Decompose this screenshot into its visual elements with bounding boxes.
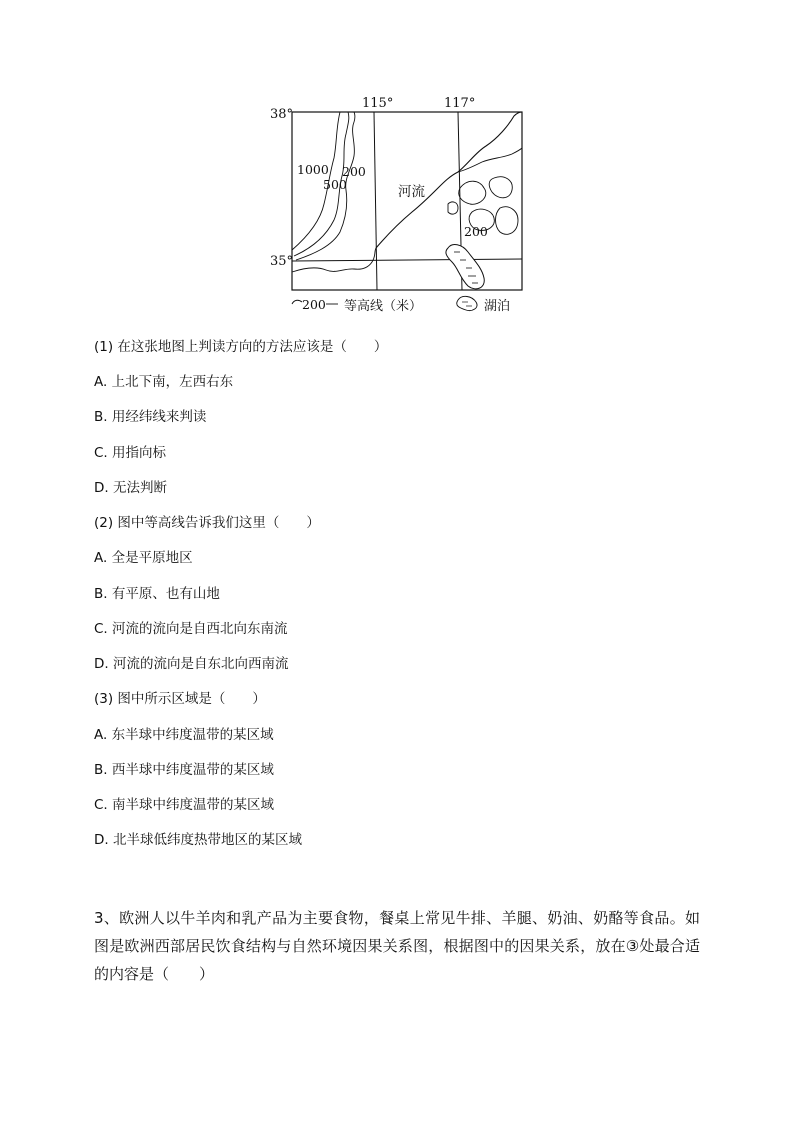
q3-option-d[interactable]: D. 北半球低纬度热带地区的某区域 xyxy=(94,832,302,848)
lon-label-115: 115° xyxy=(362,96,394,111)
parallel-35 xyxy=(292,259,522,261)
river-branch xyxy=(458,148,522,172)
q3-option-b[interactable]: B. 西半球中纬度温带的某区域 xyxy=(94,762,274,778)
hill-contour-1 xyxy=(459,181,486,204)
question-3-text: 3、欧洲人以牛羊肉和乳产品为主要食物，餐桌上常见牛排、羊腿、奶油、奶酪等食品。如图是欧洲西部居民饮食结构与自然环境因果关系图，根据图中的因果关系，放在③处最合适的内容是（ ） xyxy=(94,909,700,983)
q2-option-c[interactable]: C. 河流的流向是自西北向东南流 xyxy=(94,621,288,637)
q1-option-b[interactable]: B. 用经纬线来判读 xyxy=(94,409,207,425)
contour-label-1000: 1000 xyxy=(297,162,329,177)
contour-label-200-west: 200 xyxy=(342,164,366,179)
river-label: 河流 xyxy=(398,184,425,200)
q2-option-a[interactable]: A. 全是平原地区 xyxy=(94,550,193,566)
lat-label-38: 38° xyxy=(270,107,294,122)
legend-lake-icon xyxy=(457,296,477,310)
lat-label-35: 35° xyxy=(270,254,294,269)
q3-option-c[interactable]: C. 南半球中纬度温带的某区域 xyxy=(94,797,275,813)
lake-shape xyxy=(446,245,484,289)
q1-option-a[interactable]: A. 上北下南，左西右东 xyxy=(94,374,234,390)
map-frame xyxy=(292,112,522,290)
q1-stem: (1) 在这张地图上判读方向的方法应该是（ ） xyxy=(94,339,388,355)
contour-label-200-east: 200 xyxy=(464,224,488,239)
q2-option-b[interactable]: B. 有平原、也有山地 xyxy=(94,586,220,602)
legend-contour-label: 等高线（米） xyxy=(344,299,423,314)
hill-contour-2 xyxy=(489,177,512,198)
river-line xyxy=(376,112,522,248)
legend-contour-symbol xyxy=(292,300,302,304)
lon-label-117: 117° xyxy=(444,96,476,111)
q1-option-d[interactable]: D. 无法判断 xyxy=(94,480,167,496)
hill-contour-5 xyxy=(448,202,458,214)
q3-stem: (3) 图中所示区域是（ ） xyxy=(94,691,266,707)
meridian-115 xyxy=(374,112,377,290)
q1-option-c[interactable]: C. 用指向标 xyxy=(94,445,167,461)
contour-label-500: 500 xyxy=(323,177,347,192)
legend-lake-label: 湖泊 xyxy=(484,299,511,314)
legend-contour-value: 200 xyxy=(302,297,326,312)
q2-stem: (2) 图中等高线告诉我们这里（ ） xyxy=(94,515,320,531)
q2-option-d[interactable]: D. 河流的流向是自东北向西南流 xyxy=(94,656,289,672)
hill-contour-4 xyxy=(496,207,519,235)
contour-map-figure xyxy=(262,92,532,320)
q3-option-a[interactable]: A. 东半球中纬度温带的某区域 xyxy=(94,727,274,743)
